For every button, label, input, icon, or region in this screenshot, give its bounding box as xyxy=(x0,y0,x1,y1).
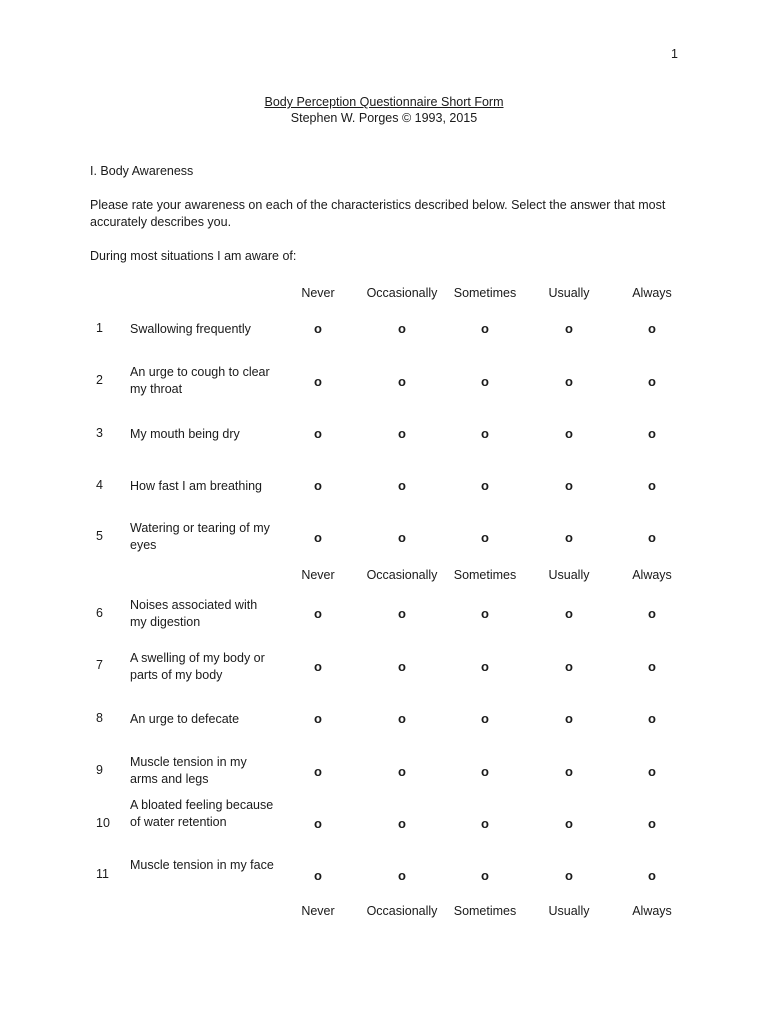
option-never[interactable]: o xyxy=(314,321,322,336)
document-title: Body Perception Questionnaire Short Form xyxy=(264,95,504,109)
question-label: Muscle tension in my face xyxy=(130,858,274,872)
column-header-always: Always xyxy=(632,568,672,582)
option-sometimes[interactable]: o xyxy=(481,764,489,779)
option-usually[interactable]: o xyxy=(565,764,573,779)
column-header-usually: Usually xyxy=(548,286,590,300)
option-never[interactable]: o xyxy=(314,711,322,726)
column-header-usually: Usually xyxy=(548,904,590,918)
question-label: A bloated feeling because of water retention xyxy=(130,798,274,829)
option-always[interactable]: o xyxy=(648,374,656,389)
option-occasionally[interactable]: o xyxy=(398,374,406,389)
option-always[interactable]: o xyxy=(648,321,656,336)
option-usually[interactable]: o xyxy=(565,711,573,726)
column-header-always: Always xyxy=(632,286,672,300)
option-never[interactable]: o xyxy=(314,606,322,621)
instructions: Please rate your awareness on each of the characteristics described below. Select the answer that most accurately describes you. xyxy=(90,198,666,229)
option-occasionally[interactable]: o xyxy=(398,711,406,726)
column-header-occasionally: Occasionally xyxy=(366,286,438,300)
column-header-sometimes: Sometimes xyxy=(453,904,517,918)
option-occasionally[interactable]: o xyxy=(398,321,406,336)
option-sometimes[interactable]: o xyxy=(481,530,489,545)
question-number: 5 xyxy=(96,529,103,543)
option-always[interactable]: o xyxy=(648,426,656,441)
option-usually[interactable]: o xyxy=(565,530,573,545)
option-always[interactable]: o xyxy=(648,711,656,726)
column-header-sometimes: Sometimes xyxy=(453,568,517,582)
option-occasionally[interactable]: o xyxy=(398,816,406,831)
option-usually[interactable]: o xyxy=(565,321,573,336)
document-subtitle: Stephen W. Porges © 1993, 2015 xyxy=(290,111,478,125)
option-always[interactable]: o xyxy=(648,659,656,674)
option-always[interactable]: o xyxy=(648,868,656,883)
question-number: 2 xyxy=(96,373,103,387)
prompt: During most situations I am aware of: xyxy=(90,249,297,263)
option-never[interactable]: o xyxy=(314,530,322,545)
column-header-occasionally: Occasionally xyxy=(366,904,438,918)
option-occasionally[interactable]: o xyxy=(398,868,406,883)
question-label: Swallowing frequently xyxy=(130,322,251,336)
option-usually[interactable]: o xyxy=(565,374,573,389)
option-never[interactable]: o xyxy=(314,478,322,493)
question-label: Noises associated with my digestion xyxy=(130,598,258,629)
option-sometimes[interactable]: o xyxy=(481,868,489,883)
question-label: A swelling of my body or parts of my body xyxy=(130,651,265,682)
question-number: 3 xyxy=(96,426,103,440)
option-usually[interactable]: o xyxy=(565,606,573,621)
page-number: 1 xyxy=(671,47,678,61)
question-number: 10 xyxy=(96,816,110,830)
question-number: 8 xyxy=(96,711,103,725)
question-label: My mouth being dry xyxy=(130,427,240,441)
option-occasionally[interactable]: o xyxy=(398,764,406,779)
option-usually[interactable]: o xyxy=(565,426,573,441)
option-never[interactable]: o xyxy=(314,868,322,883)
option-occasionally[interactable]: o xyxy=(398,426,406,441)
option-occasionally[interactable]: o xyxy=(398,606,406,621)
column-header-never: Never xyxy=(301,286,335,300)
column-header-never: Never xyxy=(301,568,335,582)
option-usually[interactable]: o xyxy=(565,659,573,674)
option-always[interactable]: o xyxy=(648,764,656,779)
question-label: Watering or tearing of my eyes xyxy=(130,521,270,552)
option-sometimes[interactable]: o xyxy=(481,606,489,621)
section-heading: I. Body Awareness xyxy=(90,164,194,178)
column-header-sometimes: Sometimes xyxy=(453,286,517,300)
option-occasionally[interactable]: o xyxy=(398,659,406,674)
question-number: 1 xyxy=(96,321,103,335)
option-always[interactable]: o xyxy=(648,816,656,831)
question-label: How fast I am breathing xyxy=(130,479,263,493)
column-header-occasionally: Occasionally xyxy=(366,568,438,582)
option-usually[interactable]: o xyxy=(565,816,573,831)
column-header-always: Always xyxy=(632,904,672,918)
option-sometimes[interactable]: o xyxy=(481,478,489,493)
column-header-usually: Usually xyxy=(548,568,590,582)
option-always[interactable]: o xyxy=(648,530,656,545)
question-number: 9 xyxy=(96,763,103,777)
question-label: An urge to defecate xyxy=(130,712,240,726)
question-number: 6 xyxy=(96,606,103,620)
option-always[interactable]: o xyxy=(648,478,656,493)
option-usually[interactable]: o xyxy=(565,868,573,883)
option-sometimes[interactable]: o xyxy=(481,711,489,726)
title-block xyxy=(0,94,768,126)
question-number: 11 xyxy=(96,867,109,881)
option-sometimes[interactable]: o xyxy=(481,374,489,389)
option-never[interactable]: o xyxy=(314,816,322,831)
option-never[interactable]: o xyxy=(314,426,322,441)
option-never[interactable]: o xyxy=(314,659,322,674)
option-occasionally[interactable]: o xyxy=(398,478,406,493)
option-sometimes[interactable]: o xyxy=(481,426,489,441)
option-occasionally[interactable]: o xyxy=(398,530,406,545)
option-never[interactable]: o xyxy=(314,374,322,389)
option-usually[interactable]: o xyxy=(565,478,573,493)
question-label: Muscle tension in my arms and legs xyxy=(130,755,247,786)
option-sometimes[interactable]: o xyxy=(481,321,489,336)
option-sometimes[interactable]: o xyxy=(481,816,489,831)
question-number: 4 xyxy=(96,478,103,492)
column-header-never: Never xyxy=(301,904,335,918)
option-always[interactable]: o xyxy=(648,606,656,621)
option-never[interactable]: o xyxy=(314,764,322,779)
question-number: 7 xyxy=(96,658,103,672)
question-label: An urge to cough to clear my throat xyxy=(130,365,270,396)
option-sometimes[interactable]: o xyxy=(481,659,489,674)
